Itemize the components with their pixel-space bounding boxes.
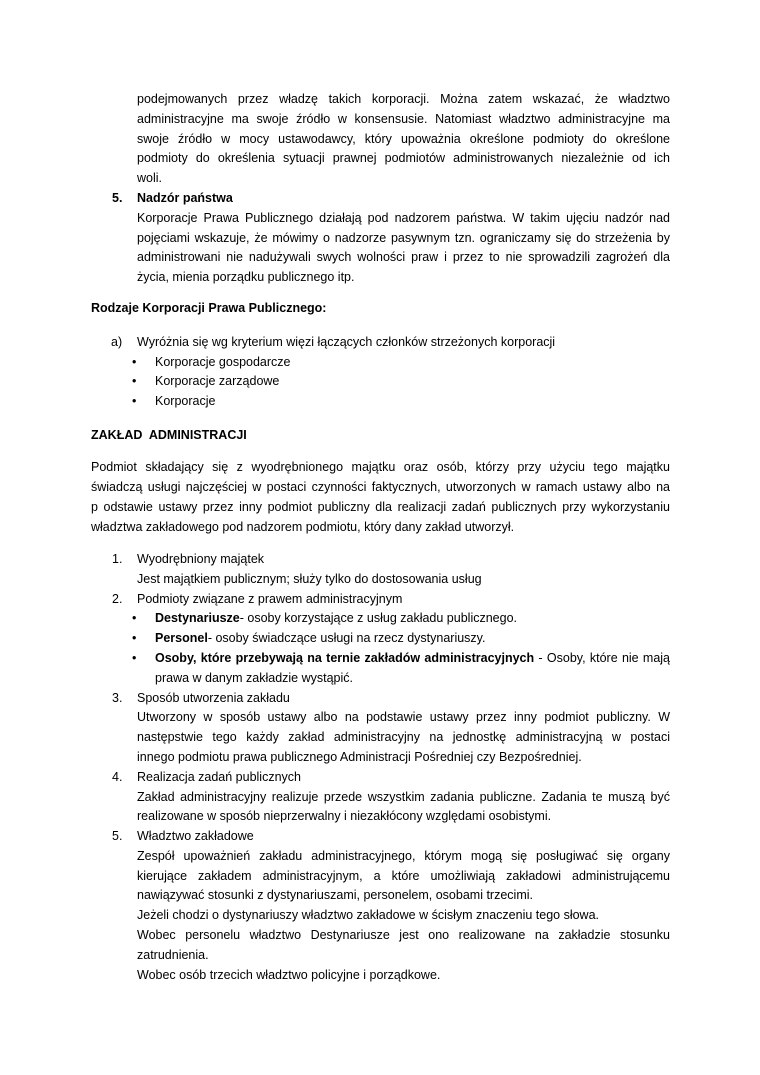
list-item-title: Sposób utworzenia zakładu [137, 690, 290, 705]
text-line: następstwie tego każdy zakład administracyjny na jednostkę administracyjną w postaci [137, 730, 670, 745]
bullet-icon [132, 392, 136, 412]
bullet-icon [132, 609, 136, 629]
text-line: pojęciami wskazuje, że mówimy o nadzorze pasywnym tzn. ograniczamy się do strzeżenia by [137, 230, 670, 245]
text-line: zatrudnienia. [137, 947, 209, 962]
text-line: administrowani nie nadużywali swych wolności praw i przez to nie sprowadzili zagrożeń dla [137, 250, 670, 265]
subject-term: Destynariusze [155, 611, 240, 626]
subject-description: - osoby korzystające z usług zakładu publicznego. [239, 611, 517, 626]
subject-term: Personel [155, 631, 208, 646]
text-line: Wobec personelu władztwo Destynariusze jest ono realizowane na zakładzie stosunku [137, 928, 670, 943]
zaklad-features-list [0, 550, 760, 986]
list-item-sposob-utworzenia [112, 689, 670, 768]
list-item-corporation-type [155, 353, 670, 373]
text-line: podejmowanych przez władzę takich korporacji. Można zatem wskazać, że władztwo [137, 92, 670, 106]
list-item-podmioty [112, 590, 671, 689]
definition-paragraph [91, 458, 670, 537]
continuation-paragraph [137, 90, 670, 189]
text-line: życia, mienia porządku publicznego itp. [137, 270, 355, 285]
text-line: Korporacje Prawa Publicznego działają pod nadzorem państwa. W takim ujęciu nadzór nad [137, 210, 670, 225]
text-line: p odstawie ustawy przez inny podmiot publiczny dla realizacji zadań publicznych przy wykorzystaniu [91, 499, 670, 514]
section-heading-zaklad: ZAKŁAD ADMINISTRACJI [91, 427, 247, 442]
text-line: kierujące zakładem administracyjnym, a które umożliwiają zakładowi administrującemu [137, 868, 670, 883]
list-item-title: Nadzór państwa [137, 190, 233, 205]
text-line: swoje źródło w mocy ustawodawcy, który upoważnia określone podmioty do określone [137, 131, 670, 146]
text-line: Utworzony w sposób ustawy albo na podstawie ustawy przez inny podmiot publiczny. W [137, 710, 670, 725]
list-number: 4. [112, 769, 123, 784]
subject-term: Osoby, które przebywają na ternie zakładów administracyjnych [155, 650, 535, 665]
text-line: realizowane w sposób nieprzerwalny i niezakłócony względami osobistymi. [137, 809, 552, 824]
bullet-icon [132, 353, 136, 373]
text-line: Podmiot składający się z wyodrębnionego majątku oraz osób, którzy przy użyciu tego majątku [91, 460, 670, 475]
list-item-subject [155, 649, 670, 689]
bullet-icon [132, 629, 136, 649]
list-number: 3. [112, 690, 123, 705]
list-item-title: Podmioty związane z prawem administracyjnym [137, 591, 403, 606]
criterion-item [111, 333, 670, 412]
bullet-icon [132, 372, 136, 392]
text-line: podmioty do określenia sytuacji prawnej podmiotów administrowanych niezależnie od ich [137, 151, 670, 166]
subject-description-continued: prawa w danym zakładzie wystąpić. [155, 670, 353, 685]
list-marker: a) [111, 334, 123, 349]
section-heading-rodzaje: Rodzaje Korporacji Prawa Publicznego: [91, 300, 327, 315]
list-number: 2. [112, 591, 123, 606]
subjects-list [155, 609, 670, 688]
subject-description: - osoby świadczące usługi na rzecz dystynariuszy. [207, 631, 486, 646]
list-item-title: Wyodrębniony majątek [137, 551, 265, 566]
list-item-realizacja-zadan [112, 768, 670, 827]
text-line: Jest majątkiem publicznym; służy tylko do dostosowania usług [137, 571, 482, 586]
text-line: Zespół upoważnień zakładu administracyjnego, którym mogą się posługiwać się organy [137, 848, 670, 863]
list-number: 5. [112, 190, 123, 205]
text-line: Jeżeli chodzi o dystynariuszy władztwo zakładowe w ścisłym znaczeniu tego słowa. [137, 908, 600, 923]
corporation-types-list [155, 353, 670, 412]
corporation-type-label: Korporacje gospodarcze [155, 354, 291, 369]
bullet-icon [132, 649, 136, 669]
corporation-type-label: Korporacje [155, 394, 216, 409]
subject-description: - Osoby, które nie mają [534, 650, 671, 665]
text-line: administracyjne ma swoje źródło w konsensusie. Natomiast władztwo administracyjne ma [137, 111, 670, 126]
list-number: 1. [112, 551, 123, 566]
list-item-subject [155, 629, 670, 649]
text-line: innego podmiotu prawa publicznego Administracji Pośredniej czy Bezpośredniej. [137, 749, 582, 764]
list-item-wladztwo-zakladowe [112, 827, 670, 985]
text-line: Zakład administracyjny realizuje przede wszystkim zadania publiczne. Zadania te muszą być [137, 789, 670, 804]
list-item-title: Realizacja zadań publicznych [137, 769, 301, 784]
corporation-type-label: Korporacje zarządowe [155, 374, 280, 389]
text-line [155, 649, 670, 669]
list-item-majatek [112, 550, 670, 590]
text-line: Wobec osób trzecich władztwo policyjne i porządkowe. [137, 967, 441, 982]
list-item-subject [155, 609, 670, 629]
list-item-corporation-type [155, 392, 670, 412]
text-line: nawiązywać stosunki z dystynariuszami, personelem, osobami trzecimi. [137, 888, 533, 903]
list-item-nadzor-panstwa [112, 189, 670, 288]
list-item-corporation-type [155, 372, 670, 392]
text-line: władztwa zakładowego pod nadzorem podmiotu, który dany zakład utworzył. [91, 519, 515, 534]
list-item-title: Władztwo zakładowe [137, 829, 254, 844]
text-line: woli. [137, 171, 163, 186]
list-number: 5. [112, 829, 123, 844]
criterion-text: Wyróżnia się wg kryterium więzi łączących członków strzeżonych korporacji [137, 334, 556, 349]
text-line: świadczą usługi najczęściej w postaci czynności faktycznych, utworzonych w ramach ustawy albo na [91, 480, 670, 495]
